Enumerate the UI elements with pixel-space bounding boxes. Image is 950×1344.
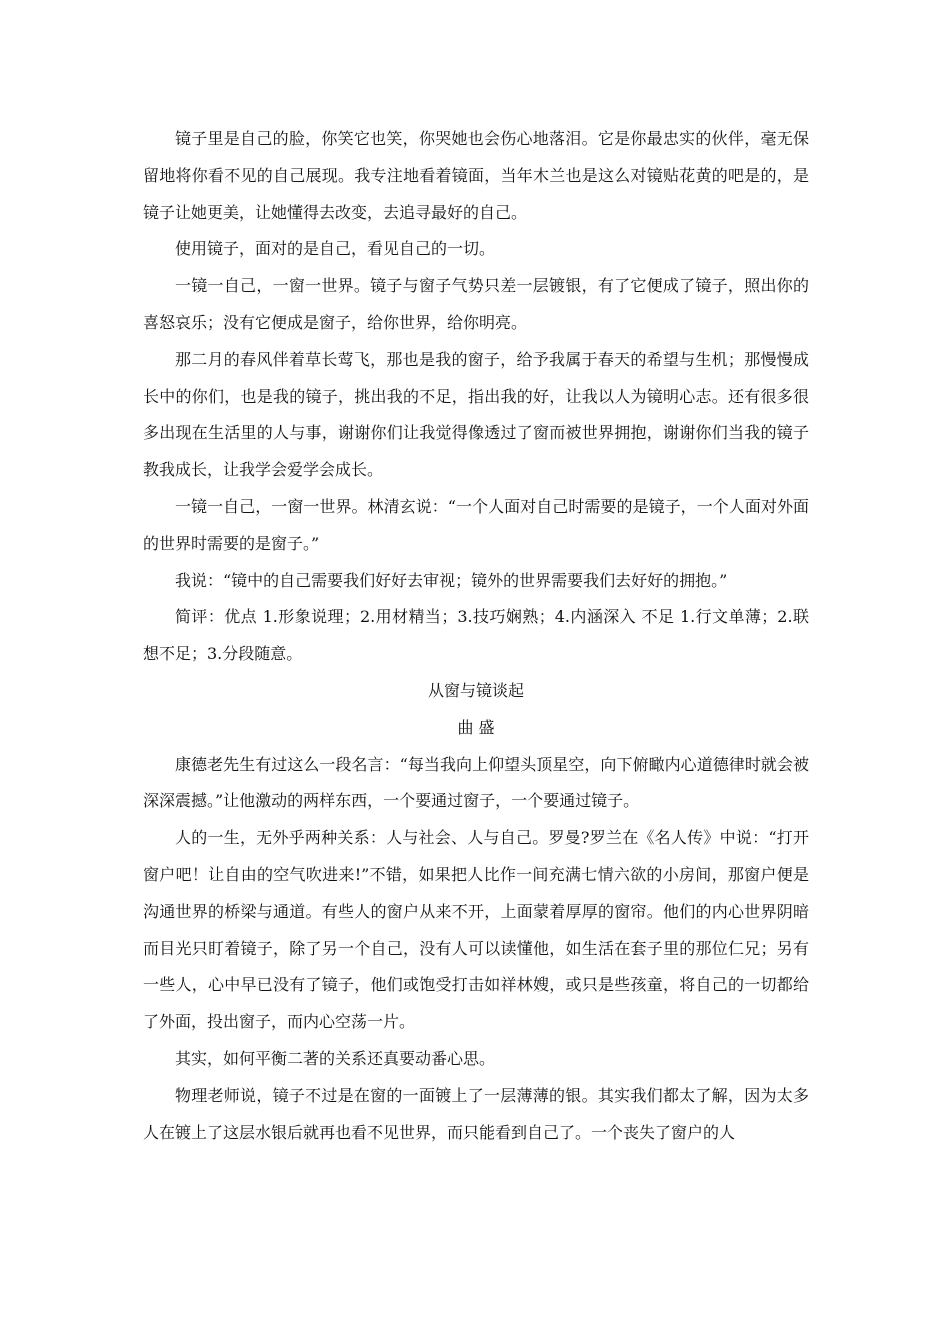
paragraph-physics-teacher: 物理老师说，镜子不过是在窗的一面镀上了一层薄薄的银。其实我们都太了解，因为太多人在镀上了这层水银后就再也看不见世界，而只能看到自己了。一个丧失了窗户的人 [143,1085,809,1142]
paragraph-i-say: 我说：“镜中的自己需要我们好好去审视；镜外的世界需要我们去好好的拥抱。” [175,570,728,590]
paragraph-two-relations: 人的一生，无外乎两种关系：人与社会、人与自己。罗曼?罗兰在《名人传》中说：“打开窗户吧！让自由的空气吹进来!”不错，如果把人比作一间充满七情六欲的小房间，那窗户便是沟通世界的桥梁与通道。有些人的窗户从来不开，上面蒙着厚厚的窗帘。他们的内心世界阴暗而目光只盯着镜子，除了另一个自己，没有人可以读懂他，如生活在套子里的那位仁兄；另有一些人，心中早已没有了镜子，他们或饱受打击如祥林嫂，或只是些孩童，将自己的一切都给了外面，投出窗子，而内心空荡一片。 [143,828,809,1032]
paragraph-review: 简评：优点 1.形象说理；2.用材精当；3.技巧娴熟；4.内涵深入 不足 1.行文单薄；2.联想不足；3.分段随意。 [143,607,809,664]
essay-title: 从窗与镜谈起 [427,680,524,700]
essay-author: 曲 盛 [457,717,495,737]
paragraph-spring-wind: 那二月的春风伴着草长莺飞，那也是我的窗子，给予我属于春天的希望与生机；那慢慢成长中的你们，也是我的镜子，挑出我的不足，指出我的好，让我以人为镜明心志。还有很多很多出现在生活里的人与事，谢谢你们让我觉得像透过了窗而被世界拥抱，谢谢你们当我的镜子教我成长，让我学会爱学会成长。 [143,349,809,480]
paragraph-balance: 其实，如何平衡二著的关系还真要动番心思。 [175,1048,496,1068]
paragraph-use-mirror: 使用镜子，面对的是自己，看见自己的一切。 [175,239,496,259]
paragraph-kant-quote: 康德老先生有过这么一段名言：“每当我向上仰望头顶星空，向下俯瞰内心道德律时就会被深深震撼。”让他激动的两样东西，一个要通过窗子，一个要通过镜子。 [143,754,809,811]
paragraph-mirror-face: 镜子里是自己的脸，你笑它也笑，你哭她也会伤心地落泪。它是你最忠实的伙伴，毫无保留地将你看不见的自己展现。我专注地看着镜面，当年木兰也是这么对镜贴花黄的吧是的，是镜子让她更美，让她懂得去改变，去追寻最好的自己。 [143,129,809,222]
paragraph-lin-qingxuan-quote: 一镜一自己，一窗一世界。林清玄说：“一个人面对自己时需要的是镜子，一个人面对外面的世界时需要的是窗子。” [143,496,809,553]
paragraph-one-mirror-one-world: 一镜一自己，一窗一世界。镜子与窗子气势只差一层镀银，有了它便成了镜子，照出你的喜怒哀乐；没有它便成是窗子，给你世界，给你明亮。 [143,276,809,332]
document-body [143,121,809,1151]
